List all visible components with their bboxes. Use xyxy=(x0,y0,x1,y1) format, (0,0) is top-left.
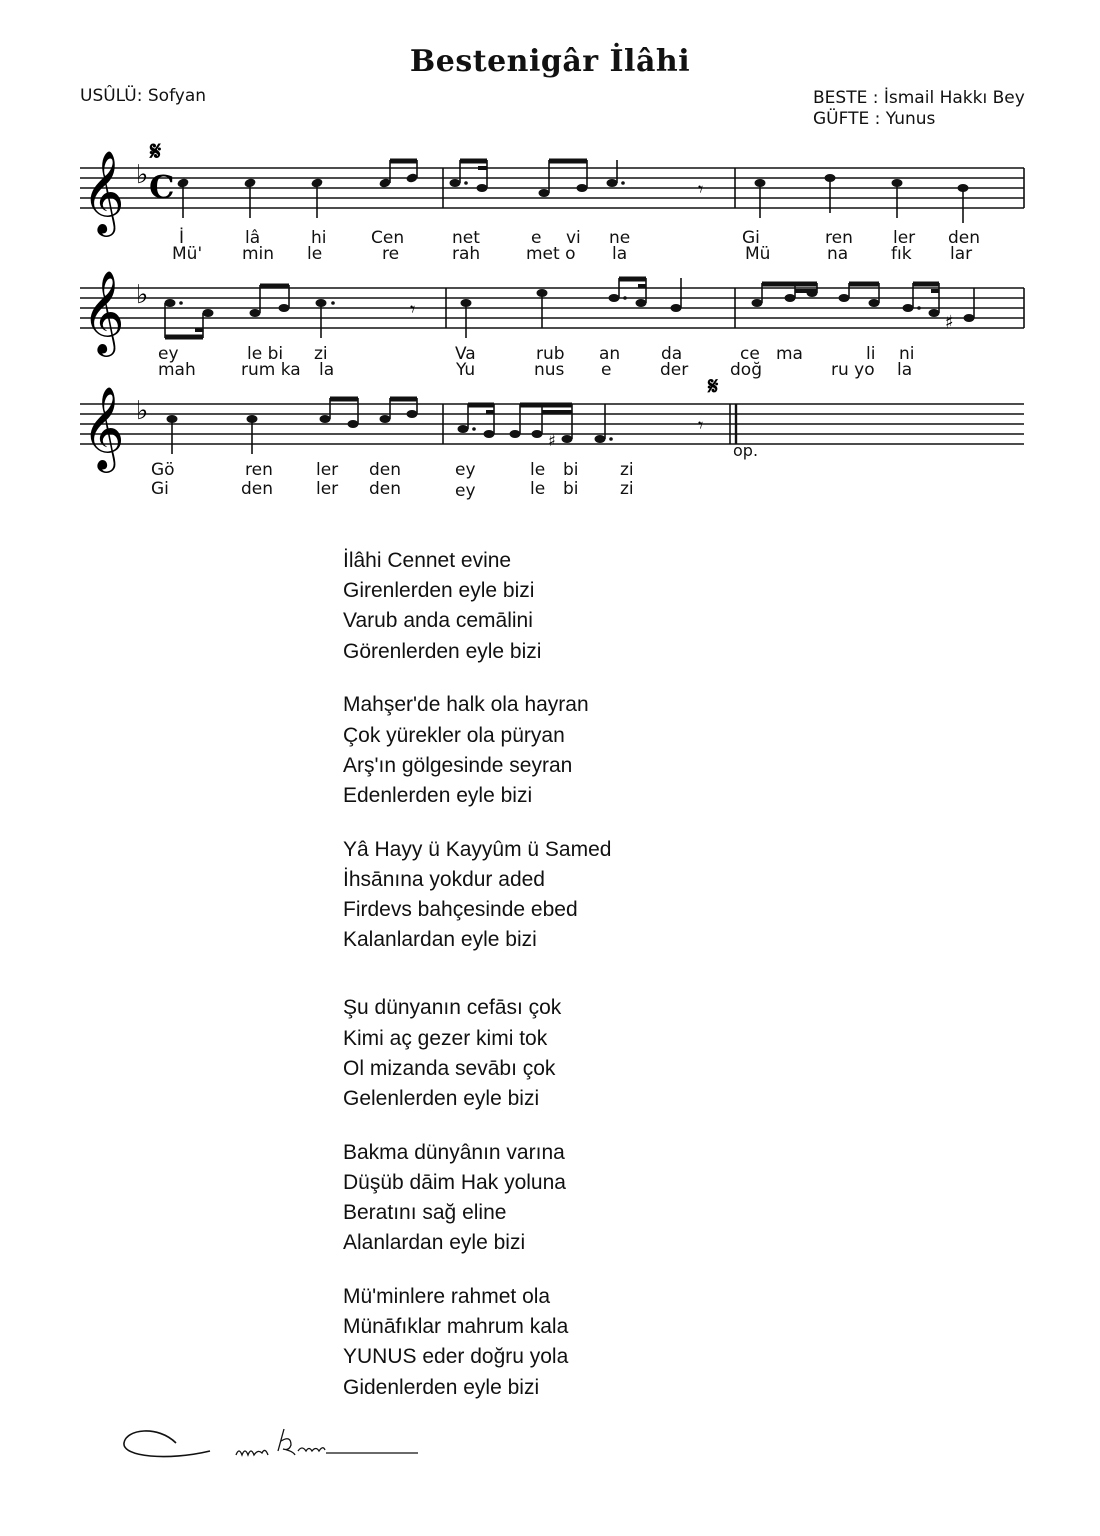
lyric-syllable: ce xyxy=(740,344,760,364)
page-title: Bestenigâr İlâhi xyxy=(409,44,691,79)
lyric-syllable: bi xyxy=(563,460,579,480)
eighth-rest-icon: 𝄾 xyxy=(410,297,416,321)
treble-clef-icon: 𝄞 xyxy=(82,269,125,353)
credit-value: İsmail Hakkı Bey xyxy=(883,88,1025,108)
lyric-syllable: ren xyxy=(245,460,273,480)
segno-icon: 𝄋 xyxy=(708,371,719,400)
lyric-syllable: İ xyxy=(179,228,185,248)
lyric-syllable: li xyxy=(866,344,876,364)
poem-line: Çok yürekler ola püryan xyxy=(343,723,565,747)
lyric-syllable: Cen xyxy=(371,228,405,248)
lyric-syllable: Gi xyxy=(742,228,760,248)
lyric-syllable: ru yo xyxy=(831,360,875,380)
poem-line: Girenlerden eyle bizi xyxy=(343,579,535,603)
lyric-syllable: le xyxy=(530,460,546,480)
poem-line: İhsānına yokdur aded xyxy=(343,867,545,891)
lyric-syllable: la xyxy=(897,360,913,380)
poem-line: Alanlardan eyle bizi xyxy=(343,1231,526,1255)
lyric-syllable: lar xyxy=(950,244,973,264)
usul-line: USÛLÜ: Sofyan xyxy=(80,86,207,106)
stanza-1 xyxy=(343,546,611,667)
usul-value: Sofyan xyxy=(147,86,207,106)
stanza-2 xyxy=(343,690,611,811)
sharp-sign-icon: ♯ xyxy=(548,431,556,450)
poem-text xyxy=(343,546,611,1426)
poem-line: Şu dünyanın cefāsı çok xyxy=(343,996,562,1020)
staff-system-3 xyxy=(80,371,1024,473)
eighth-rest-icon: 𝄾 xyxy=(698,177,704,201)
staff-system-1 xyxy=(80,137,1024,237)
lyric-syllable: nus xyxy=(534,360,565,380)
credit-label: GÜFTE xyxy=(813,109,870,129)
end-mark: op. xyxy=(733,441,759,460)
staff-lines xyxy=(80,288,1024,328)
notes-measure-8 xyxy=(458,371,720,450)
lyric-syllable: da xyxy=(661,344,683,364)
poem-line: Beratını sağ eline xyxy=(343,1201,507,1225)
lyric-syllable: e xyxy=(601,360,612,380)
lyric-syllable: le bi xyxy=(247,344,284,364)
lyric-syllable: le xyxy=(530,479,546,499)
lyric-syllable: den xyxy=(369,460,402,480)
credit-value: Yunus xyxy=(885,109,936,129)
lyric-syllable: rum ka xyxy=(241,360,301,380)
notes-measure-7 xyxy=(167,398,418,454)
flat-sign-icon: ♭ xyxy=(136,280,149,310)
treble-clef-icon: 𝄞 xyxy=(82,385,125,469)
poem-line: Bakma dünyânın varına xyxy=(343,1140,565,1164)
lyric-syllable: lâ xyxy=(245,228,261,248)
lyric-syllable: ey xyxy=(158,344,179,364)
signature xyxy=(118,1415,428,1475)
lyric-syllable: ma xyxy=(776,344,803,364)
flat-sign-icon: ♭ xyxy=(136,396,149,426)
lyric-syllable: der xyxy=(660,360,689,380)
eighth-rest-icon: 𝄾 xyxy=(698,413,704,437)
lyric-syllable: bi xyxy=(563,479,579,499)
lyric-syllable: doğ xyxy=(730,360,762,380)
lyric-syllable: fık xyxy=(891,244,912,264)
lyric-syllable: le xyxy=(307,244,323,264)
credit-label: BESTE xyxy=(813,88,868,108)
lyric-syllable: Gi xyxy=(151,479,169,499)
lyric-syllable: ey xyxy=(455,481,476,501)
poem-line: Edenlerden eyle bizi xyxy=(343,783,533,807)
lyric-syllable: Mü xyxy=(745,244,771,264)
lyric-syllable: an xyxy=(599,344,621,364)
lyric-syllable: mah xyxy=(158,360,196,380)
poem-line: Varub anda cemālini xyxy=(343,609,533,633)
stanza-4 xyxy=(343,993,611,1114)
lyric-syllable: ler xyxy=(316,479,339,499)
lyric-syllable: Yu xyxy=(456,360,476,380)
lyric-syllable: Va xyxy=(455,344,476,364)
lyric-syllable: ne xyxy=(609,228,631,248)
segno-icon: 𝄋 xyxy=(150,137,162,167)
lyric-syllable: vi xyxy=(566,228,581,248)
poem-line: Mü'minlere rahmet ola xyxy=(343,1285,551,1309)
staff-lines xyxy=(80,168,1024,208)
poem-line: Görenlerden eyle bizi xyxy=(343,639,542,663)
notes-measure-4 xyxy=(165,285,416,338)
lyric-syllable: hi xyxy=(311,228,327,248)
stanza-3 xyxy=(343,835,611,956)
lyric-syllable: ler xyxy=(893,228,916,248)
lyric-syllable: den xyxy=(369,479,402,499)
notes-measure-2 xyxy=(450,160,704,201)
poem-line: Firdevs bahçesinde ebed xyxy=(343,898,578,922)
lyric-syllable: la xyxy=(319,360,335,380)
lyric-syllable: Gö xyxy=(151,460,175,480)
lyric-syllable: rah xyxy=(452,244,481,264)
lyric-syllable: met o xyxy=(526,244,576,264)
sharp-sign-icon: ♯ xyxy=(945,312,954,333)
poem-line: Kimi aç gezer kimi tok xyxy=(343,1026,548,1050)
common-time-icon: C xyxy=(149,168,175,206)
poem-line: Kalanlardan eyle bizi xyxy=(343,928,537,952)
poem-line: Mahşer'de halk ola hayran xyxy=(343,693,589,717)
lyric-syllable: e xyxy=(531,228,542,248)
lyric-syllable: min xyxy=(242,244,275,264)
lyric-syllable: ey xyxy=(455,460,476,480)
usul-label: USÛLÜ xyxy=(80,86,137,106)
poem-line: Düşüb dāim Hak yoluna xyxy=(343,1170,566,1194)
lyric-syllable: Mü' xyxy=(172,244,203,264)
lyric-syllable: zi xyxy=(620,460,634,480)
credit-lyricist: GÜFTE : Yunus xyxy=(813,109,936,129)
stanza-6 xyxy=(343,1282,611,1403)
lyric-syllable: la xyxy=(612,244,628,264)
poem-line: İlâhi Cennet evine xyxy=(343,549,512,572)
lyric-syllable: den xyxy=(241,479,274,499)
lyric-syllable: ni xyxy=(899,344,915,364)
lyric-syllable: na xyxy=(827,244,849,264)
poem-line: Arş'ın gölgesinde seyran xyxy=(343,753,573,777)
poem-line: Gidenlerden eyle bizi xyxy=(343,1375,540,1399)
lyric-syllable: ren xyxy=(825,228,853,248)
stanza-5 xyxy=(343,1138,611,1259)
lyric-syllable: zi xyxy=(620,479,634,499)
poem-line: YUNUS eder doğru yola xyxy=(343,1345,569,1369)
lyric-syllable: re xyxy=(382,244,400,264)
lyric-syllable: ler xyxy=(316,460,339,480)
lyric-syllable: den xyxy=(948,228,981,248)
lyric-syllable: zi xyxy=(314,344,328,364)
poem-line: Ol mizanda sevābı çok xyxy=(343,1056,556,1080)
poem-line: Münāfıklar mahrum kala xyxy=(343,1315,569,1339)
treble-clef-icon: 𝄞 xyxy=(82,149,125,233)
credit-composer: BESTE : İsmail Hakkı Bey xyxy=(813,88,1025,108)
lyric-syllable: rub xyxy=(536,344,565,364)
poem-line: Yâ Hayy ü Kayyûm ü Samed xyxy=(343,837,612,861)
poem-line: Gelenlerden eyle bizi xyxy=(343,1087,540,1111)
flat-sign-icon: ♭ xyxy=(136,160,149,190)
lyric-syllable: net xyxy=(452,228,480,248)
